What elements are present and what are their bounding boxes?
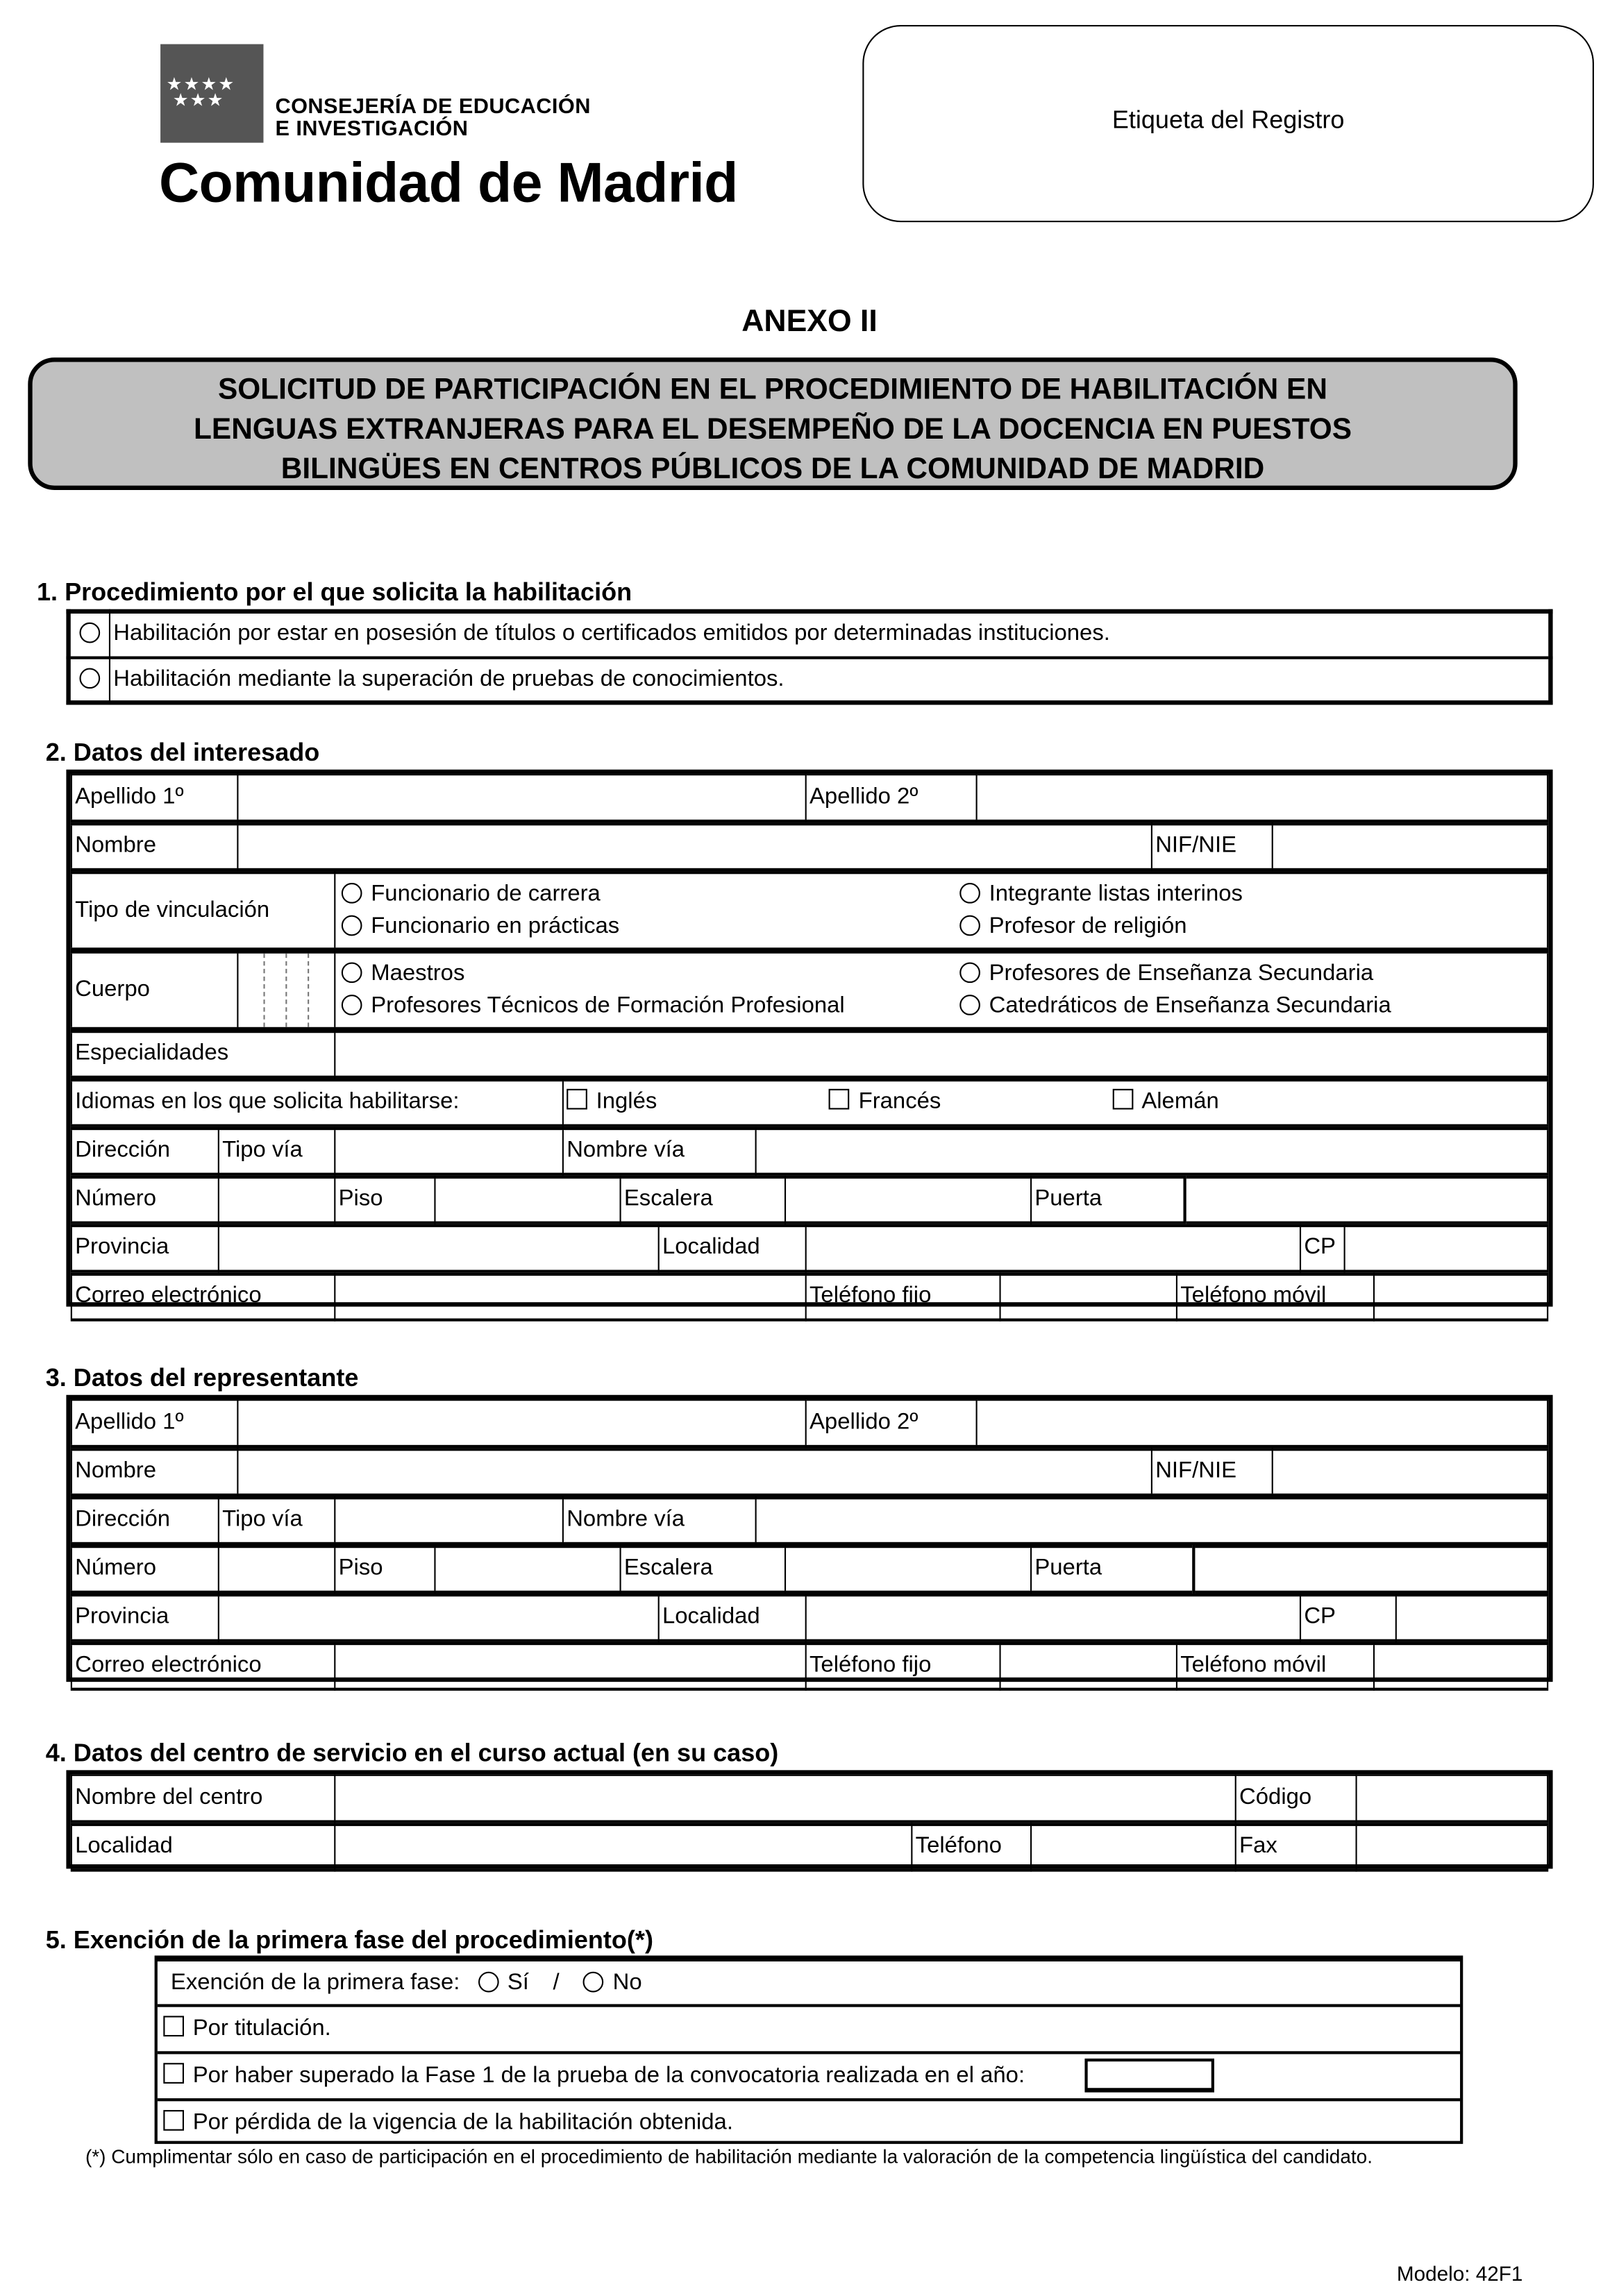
centro-localidad-label: Localidad [72,1824,335,1870]
vinculacion-practicas[interactable]: Funcionario en prácticas [342,914,959,940]
section4-title: 4. Datos del centro de servicio en el curso actual (en su caso) [45,1739,779,1768]
provincia-label: Provincia [72,1225,219,1271]
centro-localidad-field[interactable] [335,1824,912,1870]
puerta-label: Puerta [1031,1176,1184,1222]
correo-field[interactable] [335,1274,805,1319]
apellido2-label: Apellido 2º [806,775,977,820]
footnote: (*) Cumplimentar sólo en caso de participación en el procedimiento de habilitación mediante la valoración de la competencia lingüística del candidato. [85,2145,1373,2168]
provincia-field[interactable] [219,1225,659,1271]
consejeria-label: CONSEJERÍA DE EDUCACIÓN E INVESTIGACIÓN [275,95,591,142]
telefono-movil-label: Teléfono móvil [1177,1274,1374,1319]
procedure-radio-cell[interactable] [69,657,110,703]
procedure-option-pruebas: Habilitación mediante la superación de pruebas de conocimientos. [110,657,1550,703]
cp-label: CP [1300,1225,1345,1271]
anexo-heading: ANEXO II [741,304,878,339]
radio-icon[interactable] [79,623,100,643]
rep-nombre-via-field[interactable] [756,1497,1548,1543]
rep-tipo-via-field[interactable] [335,1497,563,1543]
rep-nombre-field[interactable] [237,1449,1152,1494]
fax-field[interactable] [1357,1824,1548,1870]
cp-field[interactable] [1345,1225,1548,1271]
nombre-field[interactable] [237,823,1152,869]
especialidades-field[interactable] [335,1031,1547,1077]
radio-icon[interactable] [583,1972,604,1993]
cuerpo-secundaria[interactable]: Profesores de Enseñanza Secundaria [959,961,1544,987]
tipo-vinculacion-label: Tipo de vinculación [72,872,335,948]
rep-telefono-movil-label: Teléfono móvil [1177,1643,1374,1689]
cuerpo-maestros[interactable]: Maestros [342,961,959,987]
rep-escalera-label: Escalera [621,1546,785,1592]
localidad-label: Localidad [659,1225,806,1271]
rep-cp-field[interactable] [1396,1594,1547,1640]
rep-puerta-label: Puerta [1031,1546,1193,1592]
checkbox-icon[interactable] [163,2110,184,2131]
nombre-centro-field[interactable] [335,1775,1235,1821]
checkbox-icon[interactable] [163,2063,184,2084]
rep-nif-field[interactable] [1273,1449,1547,1494]
rep-numero-label: Número [72,1546,219,1592]
especialidades-label: Especialidades [72,1031,335,1077]
rep-apellido1-field[interactable] [237,1400,805,1446]
tipo-via-label: Tipo vía [219,1128,335,1174]
correo-label: Correo electrónico [72,1274,335,1319]
checkbox-icon[interactable] [1112,1089,1133,1110]
radio-icon[interactable] [959,915,980,936]
radio-icon[interactable] [342,962,362,983]
radio-icon[interactable] [478,1972,498,1993]
centro-table [66,1770,1552,1868]
piso-label: Piso [335,1176,435,1222]
exencion-titulacion[interactable]: Por titulación. [158,2007,1460,2054]
vinculacion-religion[interactable]: Profesor de religión [959,914,1544,940]
rep-localidad-label: Localidad [659,1594,806,1640]
codigo-label: Código [1236,1775,1357,1821]
radio-icon[interactable] [342,995,362,1015]
piso-field[interactable] [435,1176,620,1222]
tipo-via-field[interactable] [335,1128,563,1174]
numero-field[interactable] [219,1176,335,1222]
nombre-via-label: Nombre vía [563,1128,756,1174]
rep-correo-field[interactable] [335,1643,805,1689]
apellido2-field[interactable] [977,775,1548,820]
nif-field[interactable] [1273,823,1547,869]
idioma-ingles[interactable]: Inglés [567,1089,823,1115]
rep-apellido2-label: Apellido 2º [806,1400,977,1446]
radio-icon[interactable] [342,883,362,904]
nombre-via-field[interactable] [756,1128,1548,1174]
tipo-vinculacion-options [335,872,1547,948]
cuerpo-code-field[interactable] [237,952,335,1028]
code-divider [263,953,265,1027]
section2-title: 2. Datos del interesado [45,738,320,767]
document-title: SOLICITUD DE PARTICIPACIÓN EN EL PROCEDIMIENTO DE HABILITACIÓN EN LENGUAS EXTRANJERAS PARA EL DESEMPEÑO DE LA DOCENCIA EN PUESTOS BILINGÜES EN CENTROS PÚBLICOS DE LA COMUNIDAD DE MADRID [28,357,1517,490]
stars-icon: ★★★★ ★★★ [166,73,236,110]
rep-direccion-label: Dirección [72,1497,219,1543]
escalera-label: Escalera [621,1176,785,1222]
rep-nombre-via-label: Nombre vía [563,1497,756,1543]
checkbox-icon[interactable] [163,2016,184,2036]
apellido1-field[interactable] [237,775,805,820]
exencion-si[interactable]: Sí [478,1970,528,1995]
codigo-field[interactable] [1357,1775,1548,1821]
radio-icon[interactable] [79,668,100,689]
rep-piso-field[interactable] [435,1546,620,1592]
apellido1-label: Apellido 1º [72,775,238,820]
procedure-option-titulos: Habilitación por estar en posesión de títulos o certificados emitidos por determinadas instituciones. [110,611,1550,657]
section3-title: 3. Datos del representante [45,1364,359,1392]
centro-telefono-label: Teléfono [912,1824,1031,1870]
code-divider [308,953,309,1027]
registro-label-box: Etiqueta del Registro [862,25,1594,222]
nif-label: NIF/NIE [1152,823,1273,869]
rep-telefono-fijo-field[interactable] [1000,1643,1177,1689]
rep-puerta-field[interactable] [1193,1546,1547,1592]
radio-icon[interactable] [959,995,980,1015]
telefono-fijo-field[interactable] [1000,1274,1177,1319]
nombre-label: Nombre [72,823,238,869]
rep-piso-label: Piso [335,1546,435,1592]
rep-tipo-via-label: Tipo vía [219,1497,335,1543]
rep-telefono-movil-field[interactable] [1374,1643,1547,1689]
radio-icon[interactable] [959,962,980,983]
rep-escalera-field[interactable] [785,1546,1031,1592]
centro-telefono-field[interactable] [1031,1824,1236,1870]
rep-correo-label: Correo electrónico [72,1643,335,1689]
rep-localidad-field[interactable] [806,1594,1300,1640]
rep-nif-label: NIF/NIE [1152,1449,1273,1494]
exencion-perdida[interactable]: Por pérdida de la vigencia de la habilitación obtenida. [158,2101,1460,2143]
idioma-frances[interactable]: Francés [829,1089,1106,1115]
telefono-fijo-label: Teléfono fijo [806,1274,1000,1319]
exencion-row: Exención de la primera fase: Sí / No [158,1961,1460,2007]
idiomas-label: Idiomas en los que solicita habilitarse: [72,1079,563,1125]
rep-apellido1-label: Apellido 1º [72,1400,238,1446]
section1-title: 1. Procedimiento por el que solicita la habilitación [36,578,632,607]
radio-icon[interactable] [342,915,362,936]
exencion-fase1[interactable]: Por haber superado la Fase 1 de la prueba de la convocatoria realizada en el año: [158,2054,1460,2102]
vinculacion-carrera[interactable]: Funcionario de carrera [342,881,959,908]
procedure-radio-cell[interactable] [69,611,110,657]
nombre-centro-label: Nombre del centro [72,1775,335,1821]
radio-icon[interactable] [959,883,980,904]
localidad-field[interactable] [806,1225,1300,1271]
exencion-no[interactable]: No [583,1970,641,1995]
telefono-movil-field[interactable] [1374,1274,1547,1319]
code-divider [285,953,287,1027]
cuerpo-tecnicos-fp[interactable]: Profesores Técnicos de Formación Profesional [342,993,959,1020]
cuerpo-catedraticos[interactable]: Catedráticos de Enseñanza Secundaria [959,993,1544,1020]
direccion-label: Dirección [72,1128,219,1174]
rep-nombre-label: Nombre [72,1449,238,1494]
representante-table [66,1395,1552,1682]
escalera-field[interactable] [785,1176,1031,1222]
cuerpo-options [335,952,1547,1028]
checkbox-icon[interactable] [567,1089,587,1110]
checkbox-icon[interactable] [829,1089,850,1110]
cuerpo-label: Cuerpo [72,952,238,1028]
madrid-logo [160,44,263,143]
numero-label: Número [72,1176,219,1222]
puerta-field[interactable] [1184,1176,1548,1222]
fax-label: Fax [1236,1824,1357,1870]
rep-provincia-label: Provincia [72,1594,219,1640]
interesado-table [66,770,1552,1307]
modelo-label: Modelo: 42F1 [1396,2261,1523,2286]
rep-apellido2-field[interactable] [977,1400,1548,1446]
section5-title: 5. Exención de la primera fase del procedimiento(*) [45,1926,653,1955]
rep-provincia-field[interactable] [219,1594,659,1640]
procedure-table [66,609,1552,705]
rep-cp-label: CP [1300,1594,1396,1640]
year-field[interactable] [1084,2059,1214,2093]
idioma-aleman[interactable]: Alemán [1112,1089,1219,1114]
rep-numero-field[interactable] [219,1546,335,1592]
comunidad-title: Comunidad de Madrid [158,153,738,215]
exencion-table [155,1955,1463,2143]
rep-telefono-fijo-label: Teléfono fijo [806,1643,1000,1689]
idiomas-options [563,1079,1547,1125]
vinculacion-interinos[interactable]: Integrante listas interinos [959,881,1544,908]
